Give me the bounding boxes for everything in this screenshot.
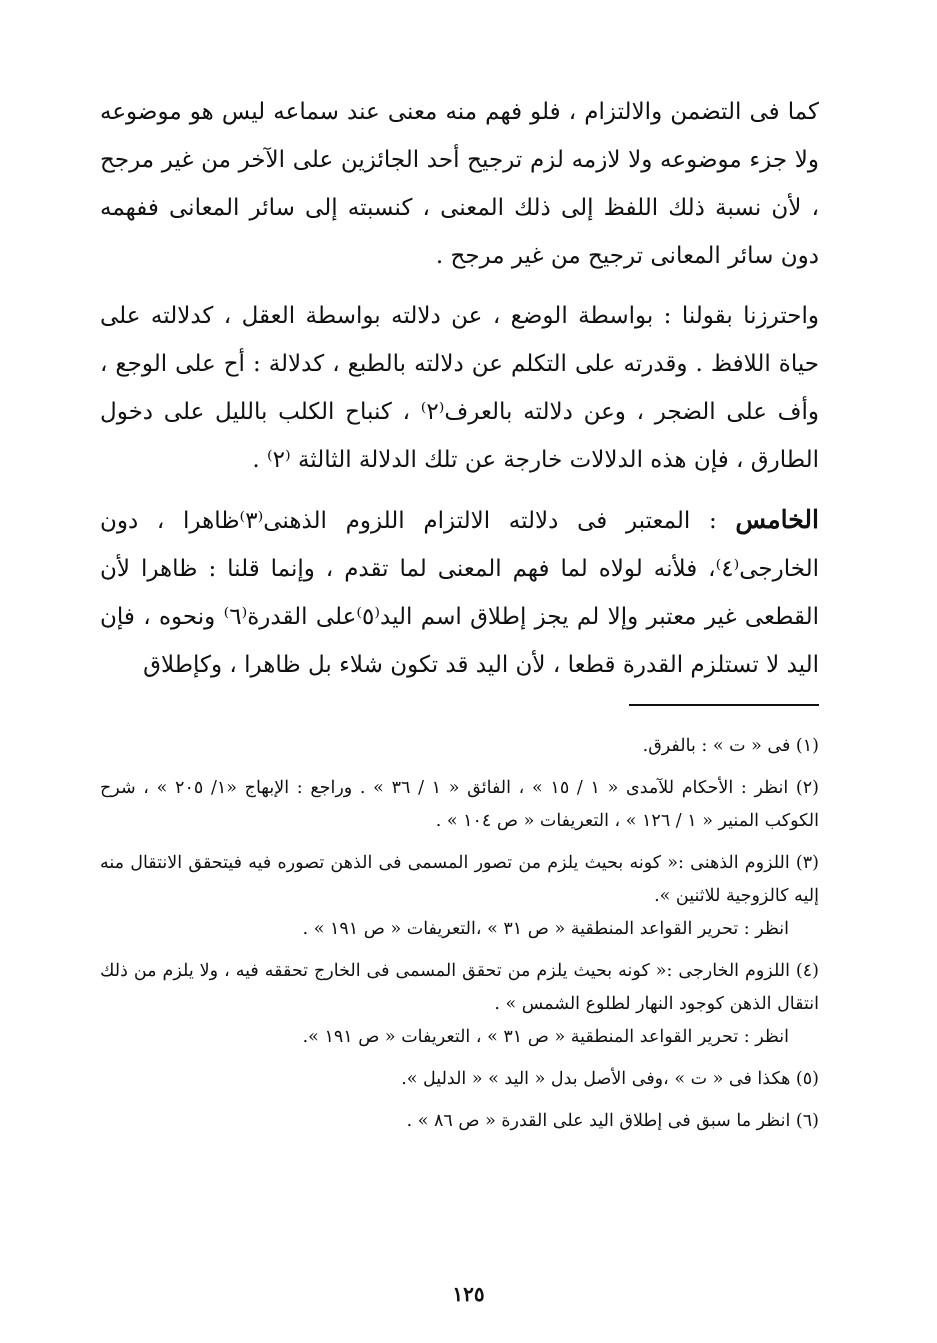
footnote-3-reference: انظر : تحرير القواعد المنطقية « ص ٣١ » ،التعريفات « ص ١٩١ » . <box>302 919 789 939</box>
page-number: ١٢٥ <box>452 1282 485 1306</box>
section-text: : المعتبر فى دلالته الالتزام اللزوم الذهنى⁽٣⁾ظاهرا ، دون الخارجى⁽٤⁾، فلأنه لولاه لما فهم المعنى لما تقدم ، وإنما قلنا : ظاهرا لأن القطعى غير معتبر وإلا لم يجز إطلاق اسم اليد⁽٥⁾على القدرة⁽٦⁾ ونحوه ، فإن اليد لا تستلزم القدرة قطعا ، لأن اليد قد تكون شلاء بل ظاهرا ، وكإطلاق <box>100 508 819 678</box>
footnote-6: (٦) انظر ما سبق فى إطلاق اليد على القدرة « ص ٨٦ » . <box>406 1111 819 1131</box>
footnote-4-reference: انظر : تحرير القواعد المنطقية « ص ٣١ » ، التعريفات « ص ١٩١ ». <box>302 1027 789 1047</box>
paragraph-1: كما فى التضمن والالتزام ، فلو فهم منه معنى عند سماعه ليس هو موضوعه ولا جزء موضوعه ولا لازمه لزم ترجيح أحد الجائزين على الآخر من غير مرجح ، لأن نسبة ذلك اللفظ إلى ذلك المعنى ، كنسبته إلى سائر المعانى ففهمه دون سائر المعانى ترجيح من غير مرجح . <box>100 99 820 269</box>
footnote-4 <box>100 955 819 1054</box>
section-heading-word: الخامس <box>735 505 819 534</box>
footnotes <box>100 730 819 1147</box>
footnote-3-text: (٣) اللزوم الذهنى :« كونه بحيث يلزم من تصور المسمى فى الذهن تصوره فيه فيتحقق الانتقال منه إليه كالزوجية للاثنين ». <box>100 853 819 906</box>
paragraph-2: واحترزنا بقولنا : بواسطة الوضع ، عن دلالته بواسطة العقل ، كدلالته على حياة اللافظ . وقدرته على التكلم عن دلالته بالطبع ، كدلالة : أح على الوجع ، وأف على الضجر ، وعن دلالته بالعرف⁽٢⁾ ، كنباح الكلب بالليل على دخول الطارق ، فإن هذه الدلالات خارجة عن تلك الدلالة الثالثة ⁽٢⁾ . <box>100 303 819 473</box>
footnote-2: (٢) انظر : الأحكام للآمدى « ١ / ١٥ » ، الفائق « ١ / ٣٦ » . وراجع : الإبهاج «١/ ٢٠٥ » ، شرح الكوكب المنير « ١ / ١٢٦ » ، التعريفات « ص ١٠٤ » . <box>100 778 819 831</box>
footnote-divider <box>629 704 819 706</box>
paragraph-3 <box>100 496 819 689</box>
footnote-1: (١) فى « ت » : بالفرق. <box>642 736 819 756</box>
main-text <box>100 88 819 701</box>
footnote-4-text: (٤) اللزوم الخارجى :« كونه بحيث يلزم من تحقق المسمى فى الخارج تحققه فيه ، ولا يلزم من ذلك انتقال الذهن كوجود النهار لطلوع الشمس » . <box>100 961 819 1014</box>
footnote-5: (٥) هكذا فى « ت » ،وفى الأصل بدل « اليد » « الدليل ». <box>401 1069 819 1089</box>
footnote-3 <box>100 847 819 946</box>
